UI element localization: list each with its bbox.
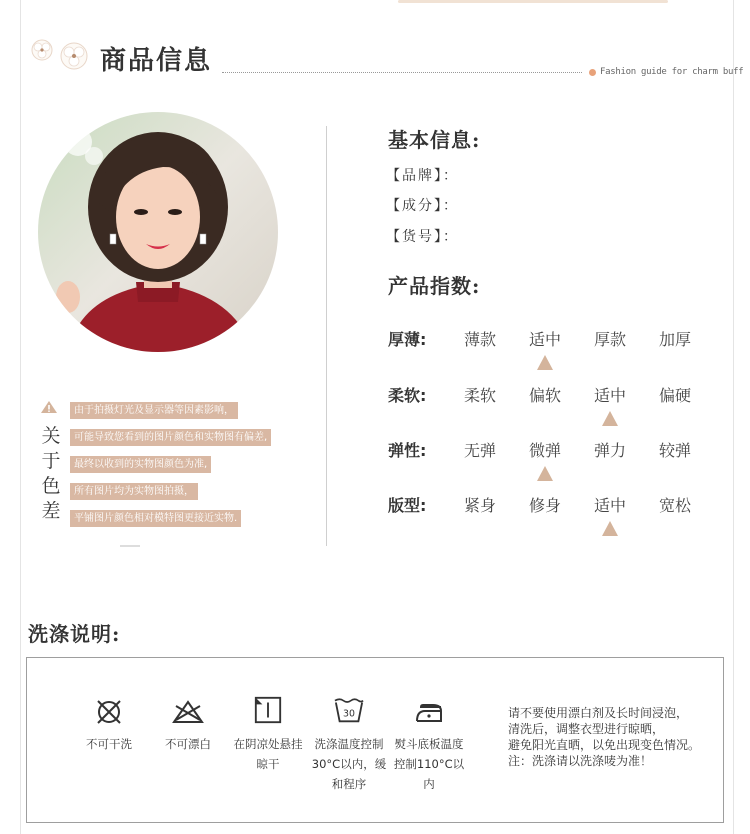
section-title-product-info: 商品信息 bbox=[100, 46, 213, 76]
color-note-line: 最终以收到的实物图颜色为准, bbox=[70, 456, 211, 473]
wash-30-icon bbox=[331, 695, 367, 725]
selection-marker-icon bbox=[537, 355, 553, 370]
basic-info-title: 基本信息: bbox=[388, 128, 481, 152]
title-divider bbox=[222, 72, 582, 73]
frame-right-border bbox=[733, 0, 734, 834]
color-note-title-char: 关 bbox=[41, 425, 61, 447]
color-note-title bbox=[38, 424, 64, 524]
no-dry-clean-icon bbox=[91, 697, 127, 727]
color-note-title-char: 差 bbox=[41, 500, 61, 522]
index-option: 加厚 bbox=[658, 330, 691, 349]
no-bleach-icon bbox=[170, 697, 206, 727]
selection-marker-icon bbox=[602, 411, 618, 426]
wash-label: 熨斗底板温度 bbox=[394, 737, 464, 751]
tagline: Fashion guide for charm buff bbox=[600, 67, 744, 77]
index-option: 无弹 bbox=[463, 441, 496, 460]
wash-temp-badge: 30 bbox=[343, 708, 355, 720]
index-option: 薄款 bbox=[463, 330, 496, 349]
color-note-line: 可能导致您看到的图片颜色和实物图有偏差, bbox=[70, 429, 271, 446]
wash-note-line: 清洗后，调整衣型进行晾晒， bbox=[508, 722, 665, 736]
index-option: 适中 bbox=[593, 496, 626, 515]
color-note-title-char: 色 bbox=[41, 475, 61, 497]
color-note-line: 平铺图片颜色相对模特图更接近实物. bbox=[70, 510, 241, 527]
selection-marker-icon bbox=[537, 466, 553, 481]
field-item-number: 【货号】： bbox=[386, 229, 459, 245]
wash-note-line: 请不要使用漂白剂及长时间浸泡， bbox=[508, 706, 689, 720]
note-shadow bbox=[120, 545, 140, 547]
vertical-divider bbox=[326, 126, 327, 546]
index-option: 偏硬 bbox=[658, 386, 691, 405]
top-strip bbox=[398, 0, 668, 3]
index-row-label: 柔软: bbox=[388, 386, 427, 405]
wash-label: 在阴凉处悬挂 bbox=[233, 737, 303, 751]
index-row-label: 版型: bbox=[388, 496, 427, 515]
wash-note-line: 避免阳光直晒，以免出现变色情况。 bbox=[508, 738, 701, 752]
index-option: 柔软 bbox=[463, 386, 496, 405]
index-option: 弹力 bbox=[593, 441, 626, 460]
model-portrait-image bbox=[38, 112, 278, 352]
wash-label: 30°C以内，缓 bbox=[311, 757, 387, 771]
color-note-title-char: 于 bbox=[41, 450, 61, 472]
washing-title: 洗涤说明: bbox=[28, 622, 121, 646]
title-dot-icon bbox=[589, 69, 596, 76]
wash-label: 内 bbox=[423, 777, 435, 791]
wash-note-line: 注：洗涤请以洗涤唛为准！ bbox=[508, 754, 653, 768]
index-row-label: 厚薄: bbox=[388, 330, 427, 349]
wash-label: 和程序 bbox=[331, 777, 367, 791]
field-material: 【成分】： bbox=[386, 198, 459, 214]
wash-label: 不可漂白 bbox=[165, 737, 211, 751]
selection-marker-icon bbox=[602, 521, 618, 536]
index-option: 紧身 bbox=[463, 496, 496, 515]
index-option: 适中 bbox=[528, 330, 561, 349]
index-option: 较弹 bbox=[658, 441, 691, 460]
wash-label: 控制110°C以 bbox=[393, 757, 465, 771]
index-option: 微弹 bbox=[528, 441, 561, 460]
index-option: 厚款 bbox=[593, 330, 626, 349]
index-option: 修身 bbox=[528, 496, 561, 515]
index-option: 宽松 bbox=[658, 496, 691, 515]
warning-icon bbox=[40, 400, 58, 414]
index-option: 偏软 bbox=[528, 386, 561, 405]
line-dry-shade-icon bbox=[250, 695, 286, 725]
color-note-line: 所有图片均为实物图拍摄， bbox=[70, 483, 198, 500]
color-note-line: 由于拍摄灯光及显示器等因素影响， bbox=[70, 402, 238, 419]
wash-label: 洗涤温度控制 bbox=[314, 737, 384, 751]
wash-label: 不可干洗 bbox=[86, 737, 132, 751]
index-option: 适中 bbox=[593, 386, 626, 405]
iron-icon bbox=[411, 697, 447, 727]
frame-left-border bbox=[20, 0, 21, 834]
product-index-title: 产品指数: bbox=[388, 274, 481, 298]
wash-label: 晾干 bbox=[256, 757, 280, 771]
cotton-flower-icon bbox=[30, 36, 94, 72]
index-row-label: 弹性: bbox=[388, 441, 427, 460]
field-brand: 【品牌】： bbox=[386, 168, 459, 184]
